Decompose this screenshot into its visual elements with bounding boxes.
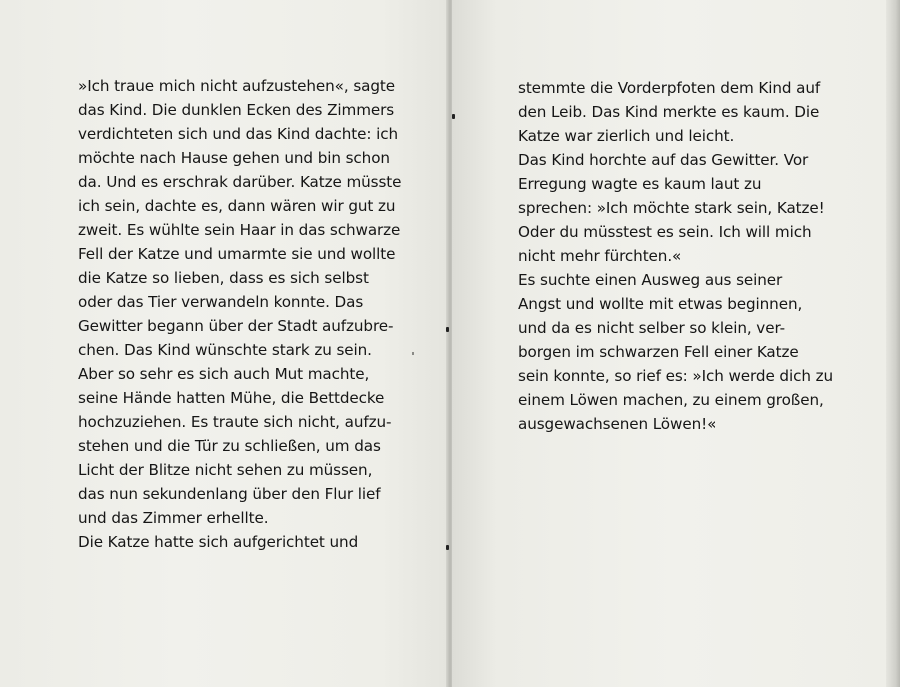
paper-speck <box>412 352 414 355</box>
text-line: einem Löwen machen, zu einem großen, <box>518 391 824 409</box>
text-line: den Leib. Das Kind merkte es kaum. Die <box>518 103 820 121</box>
text-line: möchte nach Hause gehen und bin schon <box>78 149 390 167</box>
binding-mark <box>446 545 449 550</box>
text-line: hochzuziehen. Es traute sich nicht, aufzu- <box>78 413 392 431</box>
text-line: Katze war zierlich und leicht. <box>518 127 735 145</box>
text-line: und da es nicht selber so klein, ver- <box>518 319 785 337</box>
text-line: Erregung wagte es kaum laut zu <box>518 175 762 193</box>
left-page <box>0 0 448 687</box>
text-line: stehen und die Tür zu schließen, um das <box>78 437 381 455</box>
text-line: Licht der Blitze nicht sehen zu müssen, <box>78 461 373 479</box>
text-line: Angst und wollte mit etwas beginnen, <box>518 295 803 313</box>
text-line: die Katze so lieben, dass es sich selbst <box>78 269 369 287</box>
text-line: chen. Das Kind wünschte stark zu sein. <box>78 341 372 359</box>
text-line: zweit. Es wühlte sein Haar in das schwarze <box>78 221 401 239</box>
text-line: oder das Tier verwandeln konnte. Das <box>78 293 364 311</box>
text-line: Aber so sehr es sich auch Mut machte, <box>78 365 370 383</box>
right-page-text <box>518 76 848 436</box>
text-line: Das Kind horchte auf das Gewitter. Vor <box>518 151 809 169</box>
text-line: ausgewachsenen Löwen!« <box>518 415 717 433</box>
text-line: ich sein, dachte es, dann wären wir gut zu <box>78 197 396 215</box>
text-line: das nun sekundenlang über den Flur lief <box>78 485 381 503</box>
binding-mark <box>452 114 455 119</box>
text-line: und das Zimmer erhellte. <box>78 509 269 527</box>
text-line: stemmte die Vorderpfoten dem Kind auf <box>518 79 821 97</box>
text-line: Die Katze hatte sich aufgerichtet und <box>78 533 359 551</box>
text-line: Oder du müsstest es sein. Ich will mich <box>518 223 812 241</box>
text-line: nicht mehr fürchten.« <box>518 247 682 265</box>
page-edge-shadow <box>886 0 900 687</box>
left-page-text <box>78 74 408 554</box>
text-line: sein konnte, so rief es: »Ich werde dich zu <box>518 367 833 385</box>
text-line: Es suchte einen Ausweg aus seiner <box>518 271 783 289</box>
text-line: »Ich traue mich nicht aufzustehen«, sagte <box>78 77 395 95</box>
text-line: Gewitter begann über der Stadt aufzubre- <box>78 317 394 335</box>
text-line: verdichteten sich und das Kind dachte: ich <box>78 125 398 143</box>
binding-mark <box>446 327 449 332</box>
text-line: borgen im schwarzen Fell einer Katze <box>518 343 799 361</box>
text-line: da. Und es erschrak darüber. Katze müsste <box>78 173 402 191</box>
text-line: Fell der Katze und umarmte sie und wollte <box>78 245 396 263</box>
text-line: seine Hände hatten Mühe, die Bettdecke <box>78 389 385 407</box>
text-line: das Kind. Die dunklen Ecken des Zimmers <box>78 101 395 119</box>
text-line: sprechen: »Ich möchte stark sein, Katze! <box>518 199 825 217</box>
